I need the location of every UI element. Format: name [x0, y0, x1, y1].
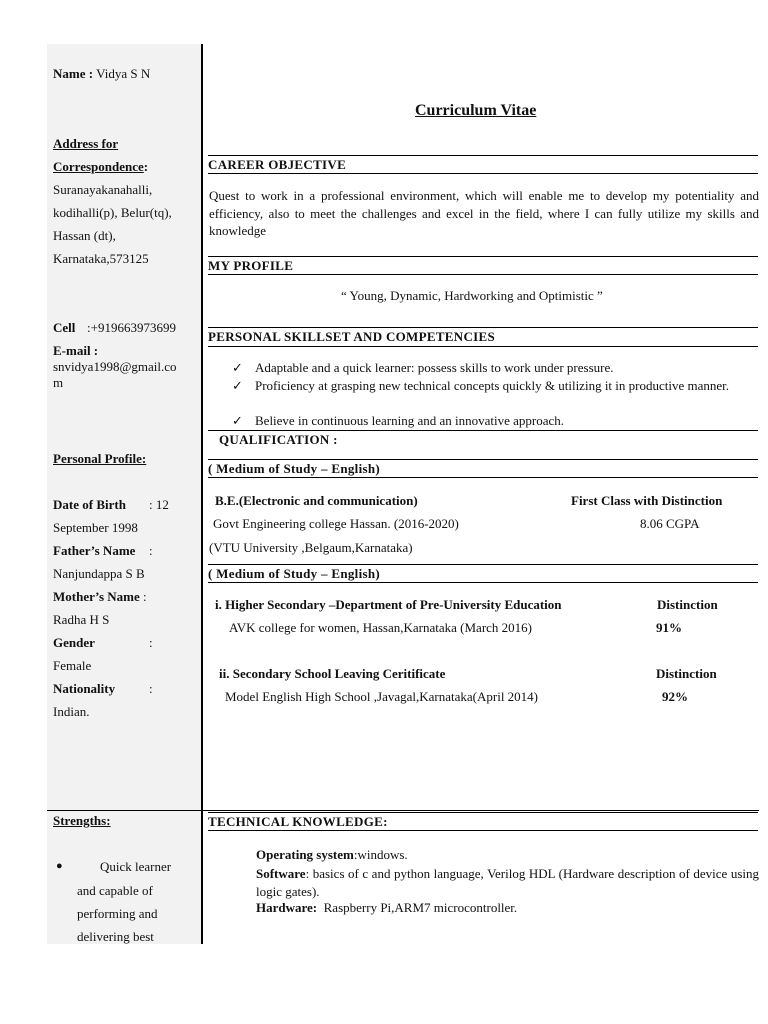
gender-line	[53, 635, 199, 651]
strength-line: delivering best	[77, 929, 154, 944]
colon: :	[149, 681, 153, 696]
hardware-line	[256, 900, 517, 916]
skill-item-text: Proficiency at grasping new technical concepts quickly & utilizing it in productive manner.	[255, 378, 730, 393]
section-divider	[47, 810, 759, 811]
email-value-cont[interactable]: m	[53, 375, 64, 390]
skill-item	[232, 359, 758, 376]
address-label: Address for	[53, 136, 119, 151]
check-icon: ✓	[232, 413, 243, 428]
father-label: Father’s Name	[53, 543, 136, 558]
colon: :	[149, 543, 153, 558]
sslc-title: ii. Secondary School Leaving Ceritificate	[219, 666, 446, 681]
section-heading-profile: MY PROFILE	[208, 256, 758, 275]
colon: :	[149, 635, 153, 650]
nationality-value: Indian.	[53, 704, 90, 719]
sidebar-panel	[47, 44, 201, 944]
page-title: Curriculum Vitae	[415, 102, 537, 119]
software-line	[256, 865, 759, 900]
address-line: Suranayakanahalli,	[53, 182, 153, 197]
father-value: Nanjundappa S B	[53, 566, 145, 581]
software-value: : basics of c and python language, Verilog HDL (Hardware description of device using logic gates).	[256, 866, 759, 899]
strength-line: Quick learner	[100, 859, 172, 874]
mother-line	[53, 589, 199, 605]
check-icon: ✓	[232, 378, 243, 393]
puc-title: i. Higher Secondary –Department of Pre-University Education	[215, 597, 562, 612]
puc-result: Distinction	[657, 597, 718, 612]
be-college: Govt Engineering college Hassan. (2016-2020)	[213, 516, 459, 531]
colon: :	[143, 589, 147, 604]
skill-item-text: Believe in continuous learning and an innovative approach.	[255, 413, 565, 428]
os-line	[256, 847, 408, 863]
medium-of-study: ( Medium of Study – English)	[208, 564, 758, 583]
be-cgpa: 8.06 CGPA	[640, 516, 700, 531]
name-label: Name :	[53, 66, 94, 81]
hardware-label: Hardware:	[256, 900, 318, 915]
puc-college: AVK college for women, Hassan,Karnataka (March 2016)	[229, 620, 532, 635]
puc-percent: 91%	[656, 620, 682, 635]
sslc-percent: 92%	[662, 689, 688, 704]
cell-line	[53, 320, 199, 336]
email-value[interactable]: snvidya1998@gmail.co	[53, 359, 177, 374]
os-value: :windows.	[353, 847, 408, 862]
name-value: Vidya S N	[96, 66, 151, 81]
column-divider	[201, 44, 203, 944]
address-label-2-line	[53, 159, 199, 175]
gender-value: Female	[53, 658, 92, 673]
father-line	[53, 543, 199, 559]
software-label: Software	[256, 866, 306, 881]
section-heading-career-objective: CAREER OBJECTIVE	[208, 155, 758, 174]
check-icon: ✓	[232, 360, 243, 375]
skill-item	[232, 412, 758, 429]
skill-item-text: Adaptable and a quick learner: possess skills to work under pressure.	[255, 360, 614, 375]
dob-line	[53, 497, 199, 513]
os-label: Operating system	[256, 847, 354, 862]
name-line	[53, 66, 199, 82]
gender-label: Gender	[53, 635, 95, 650]
address-line: Karnataka,573125	[53, 251, 149, 266]
strength-line: performing and	[77, 906, 158, 921]
nationality-label: Nationality	[53, 681, 116, 696]
personal-profile-label: Personal Profile:	[53, 451, 147, 466]
sslc-result: Distinction	[656, 666, 717, 681]
address-line: kodihalli(p), Belur(tq),	[53, 205, 172, 220]
strength-line: and capable of	[77, 883, 153, 898]
be-university: (VTU University ,Belgaum,Karnataka)	[209, 540, 413, 555]
mother-value: Radha H S	[53, 612, 110, 627]
be-class: First Class with Distinction	[571, 493, 723, 508]
skill-item	[232, 377, 758, 394]
mother-label: Mother’s Name	[53, 589, 140, 604]
email-label: E-mail :	[53, 343, 99, 358]
section-heading-qualification: QUALIFICATION :	[208, 430, 758, 448]
dob-value-cont: September 1998	[53, 520, 138, 535]
medium-of-study: ( Medium of Study – English)	[208, 459, 758, 478]
nationality-line	[53, 681, 199, 697]
address-colon: :	[143, 159, 149, 174]
dob-value: : 12	[149, 497, 169, 512]
be-title: B.E.(Electronic and communication)	[215, 493, 418, 508]
sslc-school: Model English High School ,Javagal,Karnataka(April 2014)	[225, 689, 539, 704]
bullet-icon: ●	[56, 860, 63, 872]
cell-label: Cell	[53, 320, 76, 335]
cell-value: :+919663973699	[87, 320, 176, 335]
address-line: Hassan (dt),	[53, 228, 116, 243]
address-label-2: Correspondence	[53, 159, 144, 174]
profile-quote: “ Young, Dynamic, Hardworking and Optimistic ”	[341, 288, 603, 303]
strengths-label: Strengths:	[53, 813, 111, 828]
career-objective-text: Quest to work in a professional environment, which will enable me to develop my potentiality and efficiency, also to meet the challenges and excel in the field, where I can fully utilize my skills and knowledge	[209, 188, 759, 238]
dob-label: Date of Birth	[53, 497, 126, 512]
hardware-value: Raspberry Pi,ARM7 microcontroller.	[323, 900, 518, 915]
section-heading-technical: TECHNICAL KNOWLEDGE:	[208, 812, 758, 831]
section-heading-skills: PERSONAL SKILLSET AND COMPETENCIES	[208, 327, 758, 347]
